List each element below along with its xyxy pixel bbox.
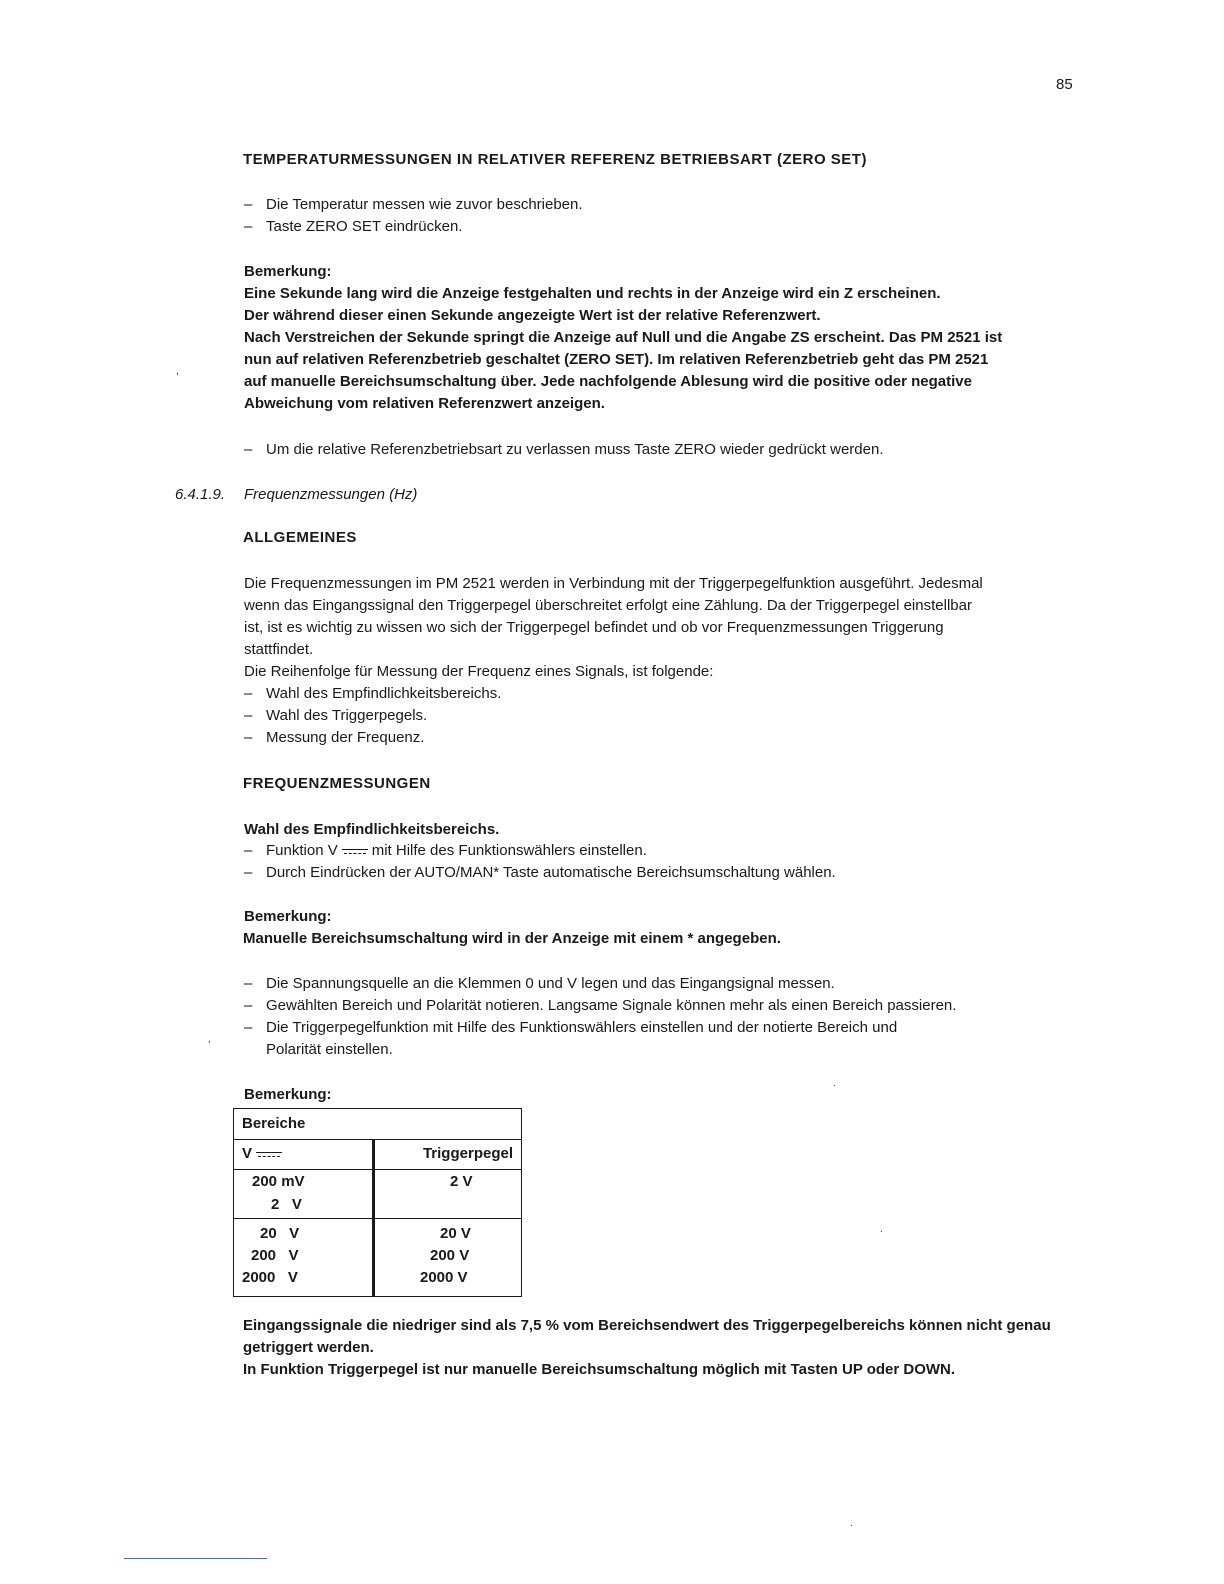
intro-line: Die Reihenfolge für Messung der Frequenz eines Signals, ist folgende: bbox=[244, 663, 714, 680]
intro-line: stattfindet. bbox=[244, 641, 314, 658]
note2-label: Bemerkung: bbox=[244, 908, 332, 925]
list-item-continuation: Polarität einstellen. bbox=[266, 1041, 393, 1058]
scan-speck: , bbox=[176, 366, 179, 377]
table-cell-trigger: 200 V bbox=[430, 1247, 470, 1264]
column-header-range bbox=[242, 1143, 286, 1165]
list-item: – Die Spannungsquelle an die Klemmen 0 und V legen und das Eingangsignal messen. bbox=[244, 973, 956, 995]
list-item: – Messung der Frequenz. bbox=[244, 727, 983, 749]
note2-text: Manuelle Bereichsumschaltung wird in der Anzeige mit einem * angegeben. bbox=[243, 930, 781, 947]
footer-rule bbox=[124, 1558, 267, 1559]
exit-step bbox=[244, 439, 883, 461]
closing-note bbox=[243, 1315, 1051, 1381]
range-label: Wahl des Empfindlichkeitsbereichs. bbox=[244, 821, 500, 838]
procedure-steps bbox=[244, 973, 956, 1061]
dc-voltage-icon bbox=[342, 846, 368, 856]
range-step-text-a: Funktion V bbox=[266, 842, 338, 859]
range-step-text-b: mit Hilfe des Funktionswählers einstellen. bbox=[371, 842, 647, 859]
note-line: auf manuelle Bereichsumschaltung über. Jede nachfolgende Ablesung wird die positive oder negative bbox=[244, 373, 972, 390]
section-title: Frequenzmessungen (Hz) bbox=[244, 486, 418, 503]
note-line: Abweichung vom relativen Referenzwert anzeigen. bbox=[244, 395, 605, 412]
section-number: 6.4.1.9. bbox=[175, 486, 226, 503]
table-cell-range: 20 V bbox=[260, 1225, 300, 1242]
list-item: – Die Temperatur messen wie zuvor beschrieben. bbox=[244, 194, 583, 216]
closing-line: In Funktion Triggerpegel ist nur manuelle Bereichsumschaltung möglich mit Tasten UP oder DOWN. bbox=[243, 1361, 956, 1378]
dc-voltage-icon bbox=[256, 1149, 282, 1159]
intro-paragraph bbox=[244, 573, 983, 749]
note-line: Der während dieser einen Sekunde angezeigte Wert ist der relative Referenzwert. bbox=[244, 307, 821, 324]
list-item: – Wahl des Triggerpegels. bbox=[244, 705, 983, 727]
page-number: 85 bbox=[1056, 76, 1073, 93]
general-heading: ALLGEMEINES bbox=[243, 529, 357, 546]
closing-line: getriggert werden. bbox=[243, 1339, 374, 1356]
range-steps bbox=[244, 840, 836, 884]
intro-line: ist, ist es wichtig zu wissen wo sich der Triggerpegel befindet und ob vor Frequenzmessungen Triggerung bbox=[244, 619, 944, 636]
table-cell-range: 2 V bbox=[271, 1196, 302, 1213]
measure-heading: FREQUENZMESSUNGEN bbox=[243, 775, 431, 792]
list-item: – Gewählten Bereich und Polarität notieren. Langsame Signale können mehr als einen Bereich passieren. bbox=[244, 995, 956, 1017]
note-line: nun auf relativen Referenzbetrieb geschaltet (ZERO SET). Im relativen Referenzbetrieb geht das PM 2521 bbox=[244, 351, 989, 368]
list-item: – Taste ZERO SET eindrücken. bbox=[244, 216, 583, 238]
column-header-trigger: Triggerpegel bbox=[422, 1145, 513, 1162]
scan-speck: . bbox=[880, 1224, 883, 1235]
note3-label: Bemerkung: bbox=[244, 1086, 332, 1103]
note-line: Eine Sekunde lang wird die Anzeige festgehalten und rechts in der Anzeige wird ein Z erscheinen. bbox=[244, 285, 941, 302]
table-cell-trigger: 20 V bbox=[440, 1225, 471, 1242]
ranges-table bbox=[233, 1108, 522, 1297]
note-line: Nach Verstreichen der Sekunde springt die Anzeige auf Null und die Angabe ZS erscheint. Das PM 2521 ist bbox=[244, 329, 1003, 346]
list-item: – Wahl des Empfindlichkeitsbereichs. bbox=[244, 683, 983, 705]
table-cell-range: 200 mV bbox=[252, 1173, 305, 1190]
list-item bbox=[244, 840, 836, 862]
list-item: – Die Triggerpegelfunktion mit Hilfe des Funktionswählers einstellen und der notierte Bereich und bbox=[244, 1017, 956, 1039]
note-text bbox=[244, 283, 1002, 415]
list-item: – Durch Eindrücken der AUTO/MAN* Taste automatische Bereichsumschaltung wählen. bbox=[244, 862, 836, 884]
table-cell-range: 2000 V bbox=[242, 1269, 298, 1286]
zero-set-steps bbox=[244, 194, 583, 238]
table-title-row bbox=[234, 1109, 521, 1140]
note-label: Bemerkung: bbox=[244, 263, 332, 280]
column-header-range-label: V bbox=[242, 1145, 253, 1162]
table-cell-range: 200 V bbox=[251, 1247, 299, 1264]
table-title: Bereiche bbox=[242, 1115, 306, 1132]
scan-speck: . bbox=[850, 1518, 853, 1529]
section-heading-zero-set: TEMPERATURMESSUNGEN IN RELATIVER REFERENZ BETRIEBSART (ZERO SET) bbox=[243, 151, 867, 168]
scan-speck: , bbox=[208, 1034, 211, 1045]
table-cell-trigger: 2000 V bbox=[420, 1269, 468, 1286]
closing-line: Eingangssignale die niedriger sind als 7,5 % vom Bereichsendwert des Triggerpegelbereichs können nicht genau bbox=[243, 1317, 1051, 1334]
intro-line: Die Frequenzmessungen im PM 2521 werden in Verbindung mit der Triggerpegelfunktion ausgeführt. Jedesmal bbox=[244, 575, 983, 592]
intro-line: wenn das Eingangssignal den Triggerpegel überschreitet erfolgt eine Zählung. Da der Triggerpegel einstellbar bbox=[244, 597, 972, 614]
list-item: – Um die relative Referenzbetriebsart zu verlassen muss Taste ZERO wieder gedrückt werden. bbox=[244, 439, 883, 461]
scan-speck: . bbox=[833, 1078, 836, 1089]
table-cell-trigger: 2 V bbox=[450, 1173, 473, 1190]
